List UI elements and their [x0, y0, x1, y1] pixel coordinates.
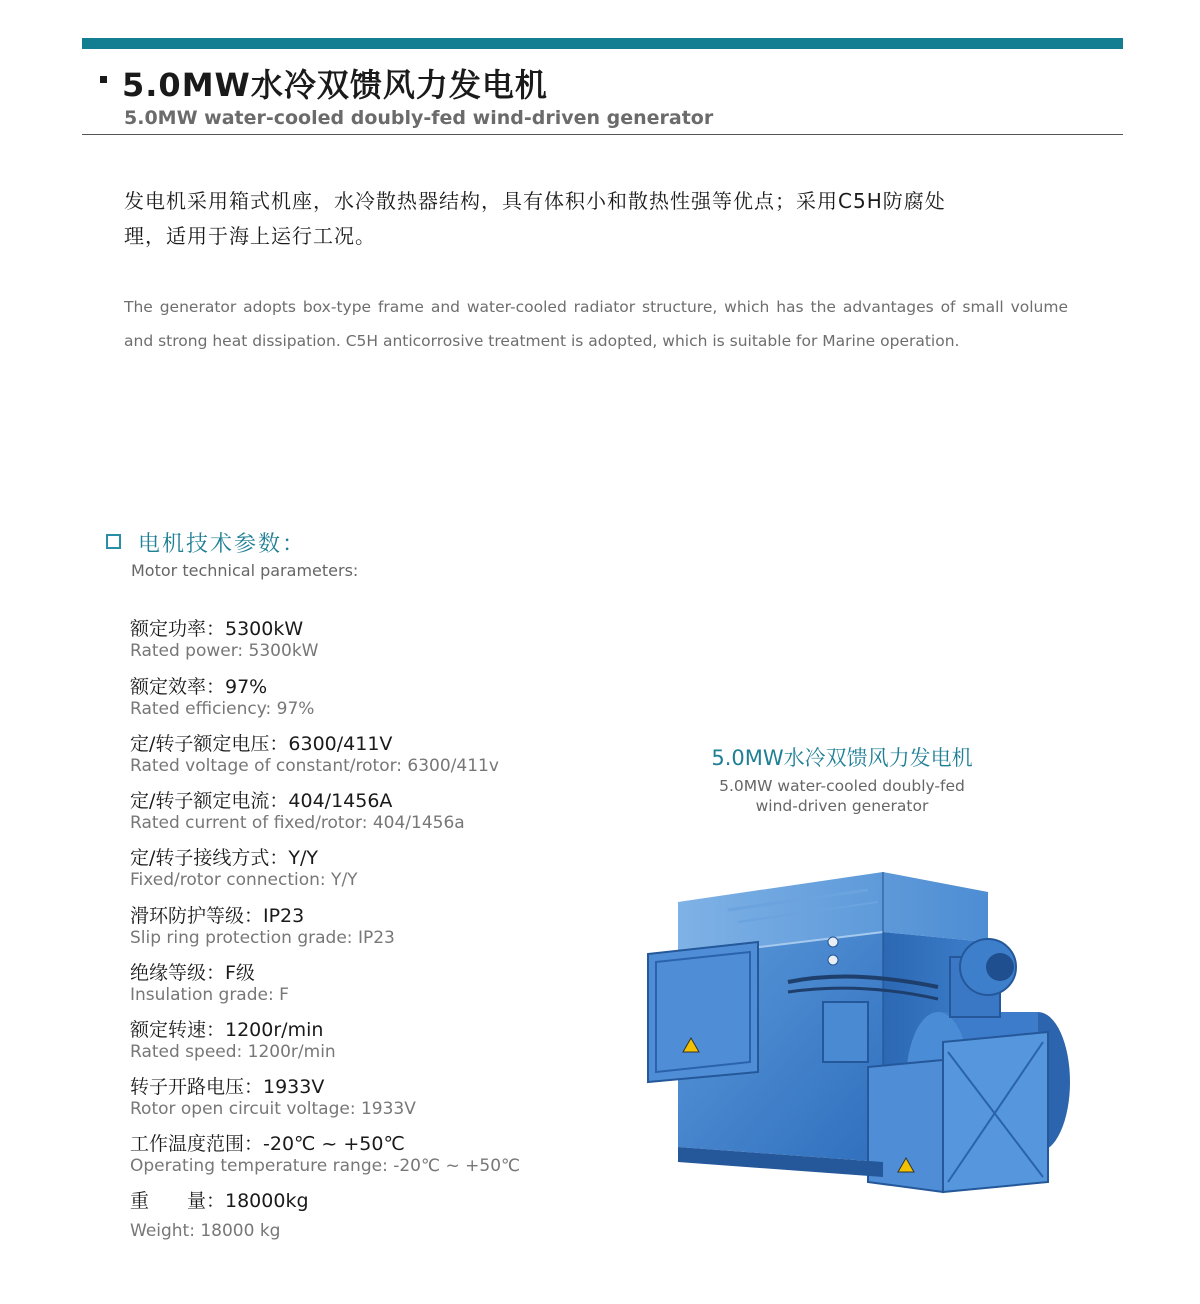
page-title-en: 5.0MW water-cooled doubly-fed wind-driven generator: [124, 107, 714, 129]
param-insulation-grade: [130, 962, 610, 1006]
header-accent-bar: [82, 38, 1123, 49]
intro-text-cn: [124, 184, 1074, 254]
param-connection: [130, 847, 610, 891]
param-label-en: Rated speed: 1200r/min: [130, 1042, 336, 1062]
generator-image: [638, 862, 1078, 1212]
param-label-en: Rated efficiency: 97%: [130, 699, 315, 719]
param-label-en: Operating temperature range: -20℃ ~ +50℃: [130, 1156, 521, 1176]
param-label-en: Slip ring protection grade: IP23: [130, 928, 395, 948]
param-label-cn: 工作温度范围：-20℃ ~ +50℃: [130, 1133, 405, 1155]
param-label-cn: 转子开路电压：1933V: [130, 1076, 325, 1098]
param-label-cn: 额定功率：5300kW: [130, 618, 304, 640]
param-label-en: Insulation grade: F: [130, 985, 289, 1005]
title-divider: [82, 134, 1123, 135]
param-rated-speed: [130, 1019, 610, 1063]
param-label-en: Rated power: 5300kW: [130, 641, 319, 661]
param-label-en: Rated current of fixed/rotor: 404/1456a: [130, 813, 465, 833]
param-label-en: Fixed/rotor connection: Y/Y: [130, 870, 358, 890]
param-label-cn: 定/转子额定电流：404/1456A: [130, 790, 393, 812]
param-label-en: Rated voltage of constant/rotor: 6300/411v: [130, 756, 499, 776]
intro-cn-line-1: 发电机采用箱式机座，水冷散热器结构，具有体积小和散热性强等优点；采用C5H防腐处: [124, 189, 946, 213]
param-slip-ring-protection: [130, 905, 610, 949]
param-rotor-open-voltage: [130, 1076, 610, 1120]
param-label-en: Weight: 18000 kg: [130, 1221, 281, 1241]
param-rated-power: [130, 618, 610, 662]
caption-en-line-1: 5.0MW water-cooled doubly-fed: [719, 777, 965, 795]
image-caption-cn: 5.0MW水冷双馈风力发电机: [711, 746, 973, 770]
param-label-cn: 定/转子额定电压：6300/411V: [130, 733, 393, 755]
params-title-cn: 电机技术参数：: [138, 532, 307, 557]
param-label-cn: 额定转速：1200r/min: [130, 1019, 324, 1041]
page-title-cn: 5.0MW水冷双馈风力发电机: [122, 66, 548, 104]
params-title-en: Motor technical parameters:: [131, 561, 359, 580]
intro-cn-line-2: 理，适用于海上运行工况。: [124, 224, 376, 248]
param-label-cn: 重 量：18000kg: [130, 1190, 309, 1212]
param-label-cn: 定/转子接线方式：Y/Y: [130, 847, 319, 869]
caption-en-line-2: wind-driven generator: [755, 797, 929, 815]
param-temperature-range: [130, 1133, 610, 1177]
image-caption-en: [692, 776, 992, 816]
param-label-cn: 额定效率：97%: [130, 676, 268, 698]
param-label-cn: 绝缘等级：F级: [130, 962, 255, 984]
param-rated-voltage: [130, 733, 610, 777]
intro-text-en: The generator adopts box-type frame and water-cooled radiator structure, which has the advantages of small volume and strong heat dissipation. C5H anticorrosive treatment is adopted, which is suitable for Marine operation.: [124, 298, 1068, 350]
param-rated-efficiency: [130, 676, 610, 720]
param-weight: [130, 1190, 610, 1242]
param-label-cn: 滑环防护等级：IP23: [130, 905, 305, 927]
param-rated-current: [130, 790, 610, 834]
param-label-en: Rotor open circuit voltage: 1933V: [130, 1099, 416, 1119]
title-bullet: [100, 76, 107, 83]
section-checkbox-icon: [106, 534, 121, 549]
